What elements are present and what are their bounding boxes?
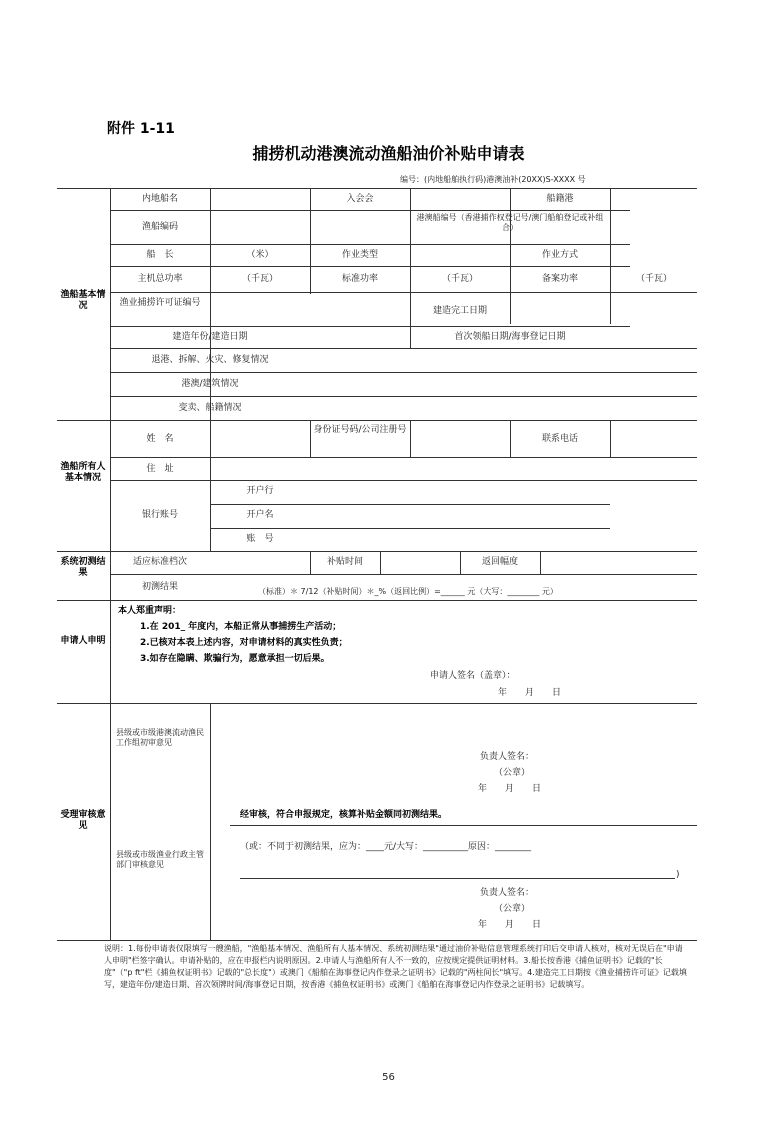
label-hk-register-date: 首次领船日期/海事登记日期 [454, 332, 566, 342]
page-number: 56 [382, 1072, 395, 1083]
label-bank-name: 开户行 [246, 486, 274, 496]
review-reason-line [240, 878, 675, 879]
attachment-label: 附件 1-11 [107, 121, 175, 137]
county-seal: （公章） [494, 768, 531, 778]
county-sign: 负责人签名： [480, 752, 535, 762]
review-approve-text: 经审核，符合申报规定，核算补贴金额同初测结果。 [240, 810, 448, 820]
label-bank-account: 银行账号 [141, 510, 178, 520]
label-address: 住 址 [146, 464, 174, 474]
decl-line3: 3.如存在隐瞒、欺骗行为，愿意承担一切后果。 [140, 654, 330, 664]
decl-signature: 申请人签名（盖章）： [430, 671, 516, 681]
label-mainland-name: 内地船名 [141, 194, 178, 204]
label-owner-name: 姓 名 [146, 434, 174, 444]
form-title: 捕捞机动港澳流动渔船油价补贴申请表 [252, 144, 525, 163]
label-id-no: 身份证号码/公司注册号 [313, 425, 407, 435]
label-subsidy-period: 补贴时间 [326, 557, 363, 567]
decl-line1: 1.在 201_ 年度内，本船正常从事捕捞生产活动； [140, 622, 342, 632]
label-account-no: 账 号 [246, 534, 274, 544]
section-owner: 渔船所有人基本情况 [60, 462, 106, 483]
label-registered-unit: （千瓦） [635, 274, 672, 284]
label-std-hours: 适应标准档次 [132, 557, 187, 567]
label-length: 船 长 [146, 250, 174, 260]
label-result: 初测结果 [141, 582, 178, 592]
section-initial: 系统初测结果 [60, 557, 106, 578]
section-review: 受理审核意见 [60, 810, 106, 831]
label-registered-power: 备案功率 [541, 274, 578, 284]
label-tonnage-unit: （千瓦） [441, 274, 478, 284]
label-year-built: 建造年份/建造日期 [172, 332, 248, 342]
label-main-power: 主机总功率 [137, 274, 183, 284]
decl-heading: 本人郑重声明： [118, 606, 182, 616]
result-formula: （标准）＊ 7/12（补贴时间）＊_%（返回比例）=______ 元（大写：________ 元） [258, 587, 558, 596]
label-work-type: 作业类型 [341, 250, 378, 260]
label-vessel-no: 渔船编码 [141, 222, 178, 232]
decl-line2: 2.已核对本表上述内容，对申请材料的真实性负责； [140, 638, 348, 648]
fishery-date: 年 月 日 [478, 920, 542, 930]
label-phone: 联系电话 [541, 434, 578, 444]
label-power-unit: （千瓦） [241, 274, 278, 284]
label-ratio: 返回幅度 [481, 557, 518, 567]
county-date: 年 月 日 [478, 784, 542, 794]
label-declared-power: 标准功率 [341, 274, 378, 284]
decl-date: 年 月 日 [498, 688, 562, 698]
label-operation-mode: 作业方式 [541, 250, 578, 260]
label-license-no: 渔业捕捞许可证编号 [119, 298, 201, 308]
label-account-name: 开户名 [246, 510, 274, 520]
county-review-label: 县级或市级港澳流动渔民工作组初审意见 [116, 728, 204, 747]
label-hk-no: 港澳船编号（香港捕作权登记号/澳门船舶登记或补组合） [416, 213, 604, 232]
label-hong-kong-name: 船籍港 [546, 194, 574, 204]
review-alt-text: （或：不同于初测结果，应为：____元/大写：__________原因：________ [240, 842, 532, 852]
section-vessel: 渔船基本情况 [60, 290, 106, 311]
label-length-unit: （米） [246, 250, 274, 260]
label-build-date: 建造完工日期 [432, 306, 487, 316]
section-declaration: 申请人申明 [60, 636, 106, 646]
label-member-unit: 入会会 [346, 194, 374, 204]
label-loss-info: 变卖、船籍情况 [178, 403, 242, 413]
serial-number: 编号：(内地船舶执行码)港澳油补(20XX)S-XXXX 号 [400, 175, 586, 184]
label-scrap-info: 退港、拆解、火灾、修复情况 [151, 355, 269, 365]
fishery-review-label: 县级或市级渔业行政主管部门审核意见 [116, 850, 204, 869]
fishery-seal: （公章） [494, 904, 531, 914]
notes: 说明：1.每份申请表仅限填写一艘渔船，"渔船基本情况、渔船所有人基本情况、系统初测结果"通过油价补贴信息管理系统打印后交申请人核对，核对无误后在"申请人申明"栏签字确认。申请补贴的，应在申报栏内说明原因。2.申请人与渔船所有人不一致的，应按规定提供证明材料。3.船长按香港《捕鱼证明书》记载的"长度"（"p ft"栏《捕鱼权证明书》记载的"总长度"）或澳门《船舶在海事登记内作登录之证明书》记载的"两柱间长"填写。4.建造完工日期按《渔业捕捞许可证》记载填写，建造年份/建造日期、首次领牌时间/海事登记日期，按香港《捕鱼权证明书》或澳门《船舶在海事登记内作登录之证明书》记载填写。 [104, 944, 687, 989]
label-transfer-info: 港澳/建筑情况 [181, 379, 239, 389]
fishery-sign: 负责人签名： [480, 888, 535, 898]
